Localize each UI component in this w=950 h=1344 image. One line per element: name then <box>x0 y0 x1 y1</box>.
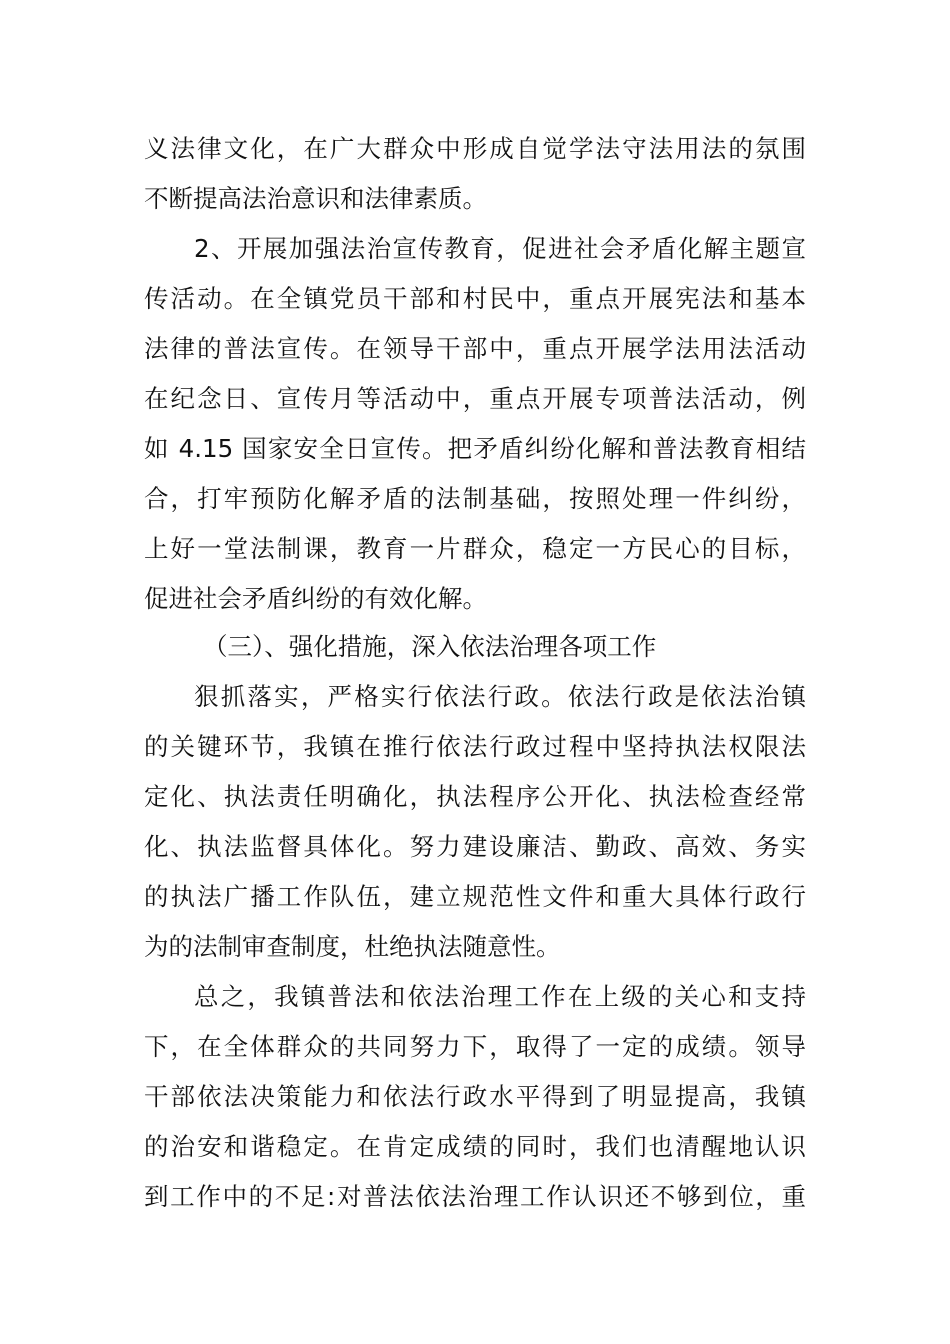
text-line: 下，在全体群众的共同努力下，取得了一定的成绩。领导 <box>144 1032 806 1061</box>
text-line: 促进社会矛盾纠纷的有效化解。 <box>144 584 487 613</box>
text-line: 如 4.15 国家安全日宣传。把矛盾纠纷化解和普法教育相结 <box>144 434 806 463</box>
text-line: 化、执法监督具体化。努力建设廉洁、勤政、高效、务实 <box>144 832 806 861</box>
text-line: 法律的普法宣传。在领导干部中，重点开展学法用法活动 <box>144 334 806 363</box>
paragraph-start-line: 狠抓落实，严格实行依法行政。依法行政是依法治镇 <box>194 682 806 711</box>
text-line: 传活动。在全镇党员干部和村民中，重点开展宪法和基本 <box>144 284 806 313</box>
text-line: 定化、执法责任明确化，执法程序公开化、执法检查经常 <box>144 782 806 811</box>
paragraph-start-line: 2、开展加强法治宣传教育，促进社会矛盾化解主题宣 <box>194 234 806 263</box>
text-line: 干部依法决策能力和依法行政水平得到了明显提高，我镇 <box>144 1082 806 1111</box>
text-line: 的关键环节，我镇在推行依法行政过程中坚持执法权限法 <box>144 732 806 761</box>
text-line: 义法律文化，在广大群众中形成自觉学法守法用法的氛围 <box>144 134 806 163</box>
text-line: 在纪念日、宣传月等活动中，重点开展专项普法活动，例 <box>144 384 806 413</box>
paragraph-start-line: 总之，我镇普法和依法治理工作在上级的关心和支持 <box>194 982 806 1011</box>
text-line: 为的法制审查制度，杜绝执法随意性。 <box>144 932 561 961</box>
text-line: 合，打牢预防化解矛盾的法制基础，按照处理一件纠纷， <box>144 484 806 513</box>
text-line: 的执法广播工作队伍，建立规范性文件和重大具体行政行 <box>144 882 806 911</box>
text-line: 不断提高法治意识和法律素质。 <box>144 184 487 213</box>
section-heading: （三）、强化措施，深入依法治理各项工作 <box>203 632 657 661</box>
text-line: 到工作中的不足:对普法依法治理工作认识还不够到位，重 <box>144 1182 806 1211</box>
text-line: 的治安和谐稳定。在肯定成绩的同时，我们也清醒地认识 <box>144 1132 806 1161</box>
text-line: 上好一堂法制课，教育一片群众，稳定一方民心的目标， <box>144 534 806 563</box>
